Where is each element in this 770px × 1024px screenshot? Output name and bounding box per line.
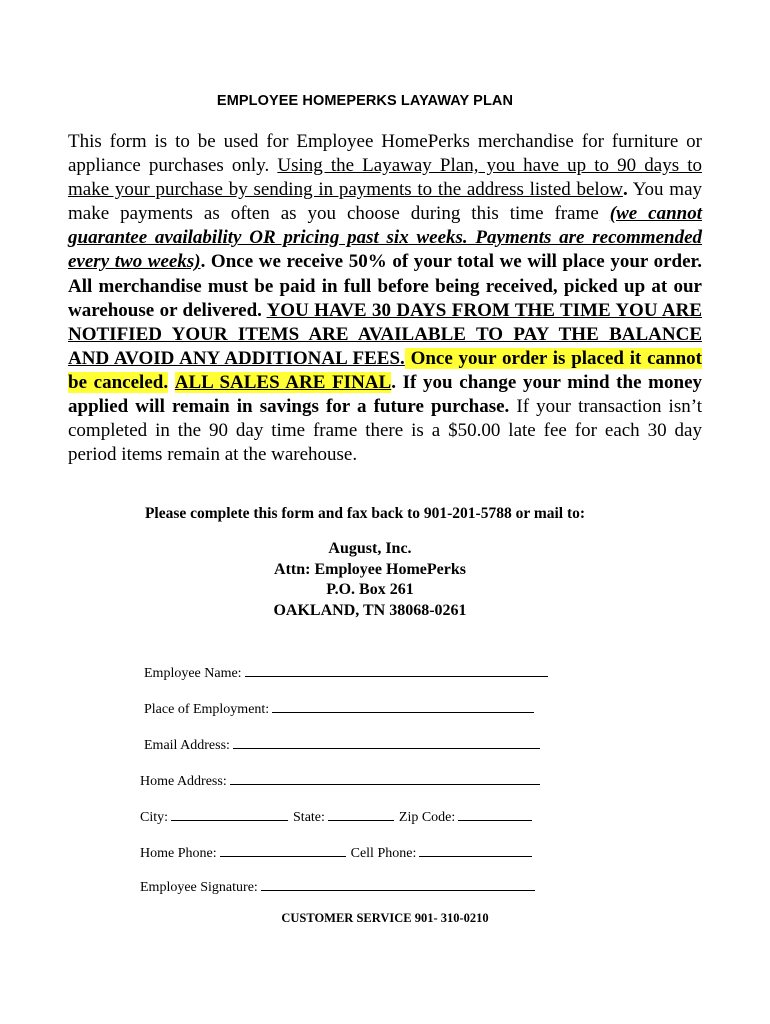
terms-final-sale: ALL SALES ARE FINAL [174, 371, 392, 393]
document-title: EMPLOYEE HOMEPERKS LAYAWAY PLAN [216, 93, 514, 109]
terms-no-cancel: Once your order is placed it cannot be canceled. [68, 347, 702, 393]
employee-signature-field[interactable] [261, 878, 535, 891]
terms-period-3: . [391, 371, 396, 393]
place-of-employment-label: Place of Employment: [144, 702, 270, 717]
terms-layaway-period: Using the Layaway Plan, you have up to 90 days to make your purchase by sending in payments to the address listed below [68, 155, 702, 201]
cell-phone-label: Cell Phone: [350, 846, 417, 861]
terms-30-day-notice: YOU HAVE 30 DAYS FROM THE TIME YOU ARE NOTIFIED YOUR ITEMS ARE AVAILABLE TO PAY THE BALANCE AND AVOID ANY ADDITIONAL FEES. [68, 299, 702, 369]
state-label: State: [293, 810, 325, 825]
address-city-state-zip: OAKLAND, TN 38068-0261 [273, 601, 467, 619]
zip-code-field[interactable] [458, 808, 532, 821]
customer-service-footer: CUSTOMER SERVICE 901- 310-0210 [281, 911, 489, 925]
home-address-row [140, 772, 540, 790]
email-address-row [144, 736, 540, 754]
email-address-field[interactable] [233, 736, 540, 749]
place-of-employment-row [144, 700, 534, 718]
city-field[interactable] [171, 808, 288, 821]
address-company: August, Inc. [328, 540, 412, 557]
terms-paragraph [68, 130, 702, 467]
zip-code-label: Zip Code: [398, 810, 456, 825]
home-phone-label: Home Phone: [140, 846, 217, 861]
state-field[interactable] [328, 808, 394, 821]
email-address-label: Email Address: [144, 738, 230, 753]
city-label: City: [140, 810, 169, 825]
signature-row [140, 878, 535, 896]
employee-name-row [144, 664, 548, 682]
home-phone-field[interactable] [220, 844, 346, 857]
cell-phone-field[interactable] [419, 844, 532, 857]
phone-row [140, 844, 532, 862]
fax-instruction: Please complete this form and fax back to 901-201-5788 or mail to: [144, 505, 586, 522]
place-of-employment-field[interactable] [272, 700, 534, 713]
employee-signature-label: Employee Signature: [140, 880, 258, 895]
address-po-box: P.O. Box 261 [326, 581, 414, 598]
terms-order-placement: Once we receive 50% of your total we will place your order. All merchandise must be paid in full before being received, picked up at our warehouse or delivered. [68, 251, 702, 321]
terms-period-1: . [622, 179, 628, 201]
home-address-field[interactable] [230, 772, 540, 785]
terms-intro: This form is to be used for Employee HomePerks merchandise for furniture or appliance purchases only. [68, 131, 702, 177]
mailing-address [0, 539, 740, 621]
home-address-label: Home Address: [140, 774, 227, 789]
terms-payment-frequency: You may make payments as often as you choose during this time frame [68, 179, 702, 225]
terms-availability-disclaimer: (we cannot guarantee availability OR pricing past six weeks. Payments are recommended every two weeks) [68, 203, 703, 273]
terms-period-2: . [200, 251, 206, 273]
address-attention: Attn: Employee HomePerks [274, 560, 466, 578]
employee-name-field[interactable] [245, 664, 548, 677]
city-state-zip-row [140, 808, 532, 826]
terms-savings: If you change your mind the money applied will remain in savings for a future purchase. [68, 371, 703, 418]
terms-late-fee: If your transaction isn’t completed in the 90 day time frame there is a $50.00 late fee for each 30 day period items remain at the warehouse. [68, 396, 702, 466]
employee-name-label: Employee Name: [144, 666, 242, 681]
